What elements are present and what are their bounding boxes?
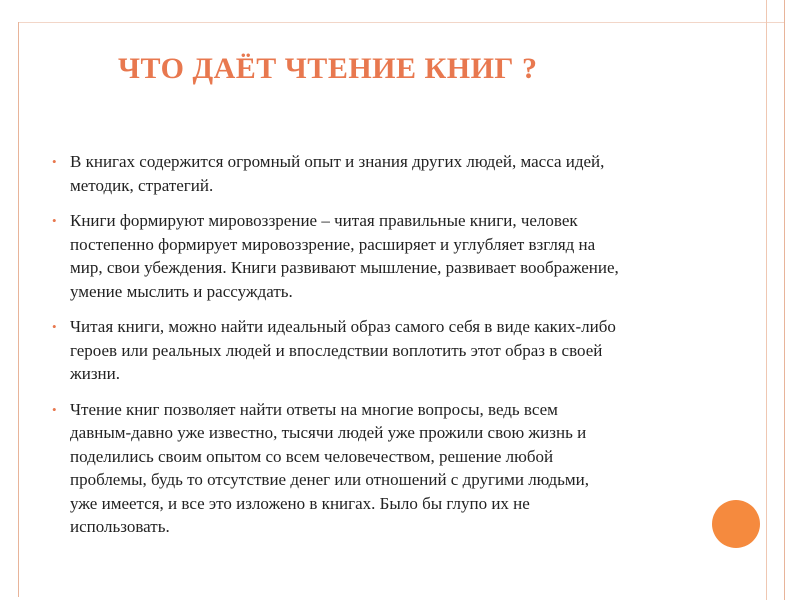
orange-circle-icon: [712, 500, 760, 548]
bullet-text: Читая книги, можно найти идеальный образ самого себя в виде каких-либо героев или реальных людей и впоследствии воплотить этот образ в своей жизни.: [70, 317, 616, 383]
bullet-list: [48, 150, 688, 551]
bullet-text: В книгах содержится огромный опыт и знания других людей, масса идей, методик, стратегий.: [70, 152, 605, 195]
bullet-dot-icon: •: [52, 401, 57, 417]
bullet-dot-icon: •: [52, 213, 57, 228]
frame-right-outer-line: [784, 0, 785, 600]
bullet-dot-icon: •: [52, 154, 57, 169]
bullet-text: Чтение книг позволяет найти ответы на многие вопросы, ведь всем давным-давно уже известно, тысячи людей уже прожили свою жизнь и поделились своим опытом со всем человечеством, решение любой проблемы, будь то отсутствие денег или отношений с другими людьми, уже имеется, и все это изложено в книгах. Было бы глупо их не использовать.: [70, 399, 590, 536]
bullet-item: [48, 150, 688, 197]
slide-title: ЧТО ДАЁТ ЧТЕНИЕ КНИГ ?: [118, 52, 538, 85]
bullet-dot-icon: •: [52, 319, 57, 334]
bullet-item: [48, 209, 688, 303]
bullet-item: [48, 398, 688, 539]
bullet-text: Книги формируют мировоззрение – читая правильные книги, человек постепенно формирует мировоззрение, расширяет и углубляет взгляд на мир, свои убеждения. Книги развивают мышление, развивает воображение, умение мыслить и рассуждать.: [70, 211, 619, 301]
frame-top-line: [18, 22, 785, 23]
frame-right-inner-line: [766, 0, 767, 600]
frame-left-line: [18, 22, 19, 597]
bullet-item: [48, 315, 688, 386]
